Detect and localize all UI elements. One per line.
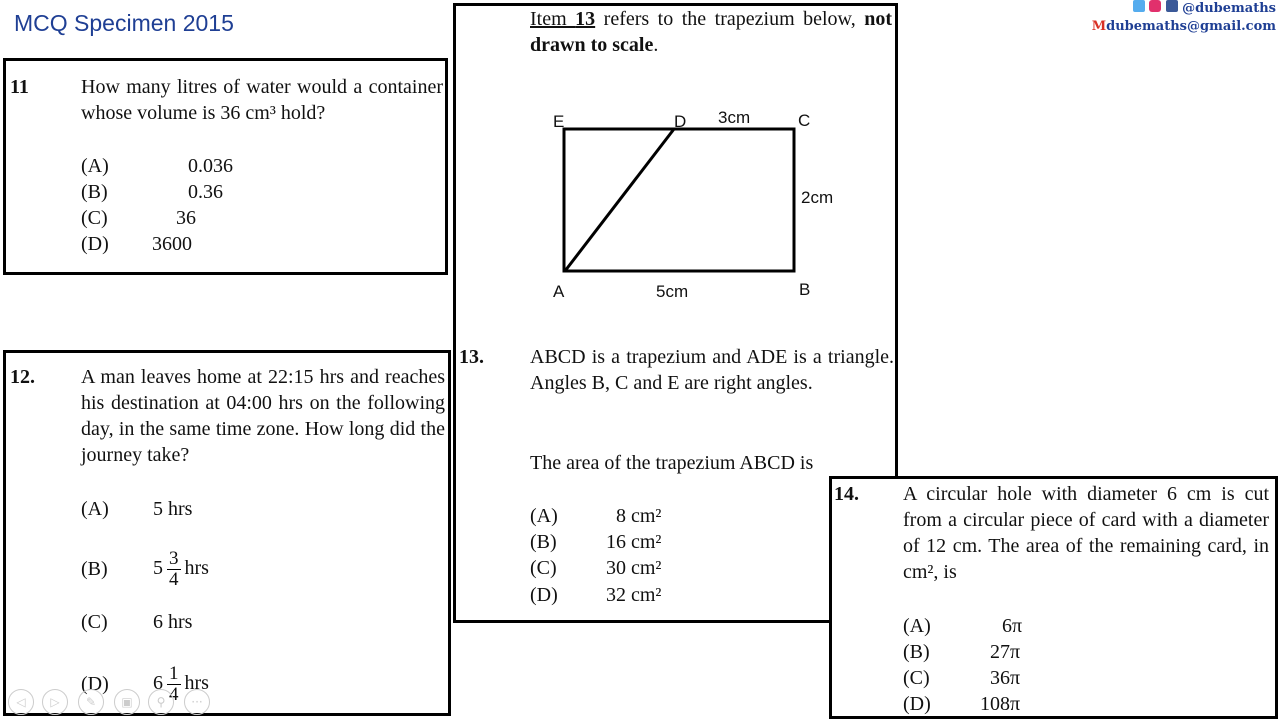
- option-c-label: (C): [81, 611, 108, 633]
- label-e: E: [553, 112, 565, 131]
- unit: hrs: [168, 498, 193, 520]
- rectangle-ebce: [564, 129, 794, 271]
- question-text: A circular hole with diameter 6 cm is cut from a circular piece of card with a diameter of 12 cm. The area of the remaining card, in cm², is: [903, 483, 1269, 583]
- question-text: A man leaves home at 22:15 hrs and reaches his destination at 04:00 hrs on the following day, in the same time zone. How long did the journey take?: [81, 366, 445, 466]
- option-d[interactable]: 3600: [152, 233, 192, 255]
- whole: 5: [153, 557, 163, 579]
- denominator: 4: [169, 683, 179, 705]
- label-a: A: [553, 282, 565, 301]
- option-a-label: (A): [530, 505, 558, 527]
- slides-view-icon[interactable]: ▣: [114, 689, 140, 715]
- question-12-box: [3, 350, 451, 716]
- page-title: MCQ Specimen 2015: [14, 10, 234, 36]
- option-c[interactable]: 30 cm²: [606, 557, 662, 579]
- option-b-label: (B): [903, 641, 930, 663]
- zoom-icon[interactable]: ⚲: [148, 689, 174, 715]
- option-a[interactable]: 6π: [1002, 615, 1023, 637]
- previous-slide-button[interactable]: ◁: [8, 689, 34, 715]
- label-cb-length: 2cm: [801, 188, 834, 207]
- intro-period: .: [653, 34, 659, 56]
- next-slide-button[interactable]: ▷: [42, 689, 68, 715]
- instagram-icon: [1149, 0, 1161, 12]
- option-b-label: (B): [81, 558, 108, 580]
- intro-text: Item: [530, 8, 576, 30]
- question-number: 13.: [459, 346, 484, 368]
- question-number: 11: [10, 76, 29, 98]
- numerator: 1: [169, 662, 179, 684]
- social-email: dubemaths@gmail.com: [1106, 19, 1276, 34]
- option-c-label: (C): [81, 207, 108, 229]
- label-ab-length: 5cm: [656, 282, 689, 301]
- option-c[interactable]: [153, 609, 192, 635]
- option-d-label: (D): [81, 233, 109, 255]
- option-b[interactable]: [153, 541, 209, 595]
- numerator: 3: [169, 547, 179, 569]
- twitter-icon: [1133, 0, 1145, 12]
- unit: hrs: [168, 611, 193, 633]
- option-d[interactable]: 108π: [980, 693, 1021, 715]
- fraction: [167, 549, 181, 590]
- social-block: [1092, 0, 1276, 36]
- option-d-label: (D): [903, 693, 931, 715]
- whole: 6: [153, 672, 163, 694]
- label-c: C: [798, 111, 811, 130]
- option-d[interactable]: 32 cm²: [606, 584, 662, 606]
- whole: 5: [153, 498, 163, 520]
- whole: 6: [153, 611, 163, 633]
- unit: hrs: [184, 557, 209, 579]
- unit: hrs: [184, 672, 209, 694]
- label-b: B: [799, 280, 811, 299]
- label-d: D: [674, 112, 687, 131]
- option-a[interactable]: [153, 496, 192, 522]
- denominator: 4: [169, 568, 179, 590]
- option-b[interactable]: 16 cm²: [606, 531, 662, 553]
- option-c[interactable]: 36: [176, 207, 196, 229]
- option-b[interactable]: 27π: [990, 641, 1021, 663]
- option-d-label: (D): [81, 673, 109, 695]
- option-b-label: (B): [81, 181, 108, 203]
- option-a-label: (A): [81, 498, 109, 520]
- social-handle: @dubemaths: [1182, 1, 1276, 16]
- intro-text: refers to the trapezium below,: [595, 8, 865, 30]
- option-d-label: (D): [530, 584, 558, 606]
- pen-tool-icon[interactable]: ✎: [78, 689, 104, 715]
- trapezium-diagram: [456, 6, 896, 306]
- option-c[interactable]: 36π: [990, 667, 1021, 689]
- question-11-box: [3, 58, 448, 275]
- option-c-label: (C): [903, 667, 930, 689]
- option-c-label: (C): [530, 557, 557, 579]
- option-a[interactable]: 0.036: [188, 155, 233, 177]
- question-number: 14.: [834, 483, 859, 505]
- intro-bold: not drawn to scale: [530, 8, 892, 56]
- option-b[interactable]: 0.36: [188, 181, 223, 203]
- intro-item-number: 13: [575, 8, 596, 30]
- question-prompt: The area of the trapezium ABCD is: [530, 452, 814, 474]
- more-options-icon[interactable]: ···: [184, 689, 210, 715]
- question-text: How many litres of water would a container whose volume is 36 cm³ hold?: [81, 76, 443, 124]
- question-text: ABCD is a trapezium and ADE is a triangle. Angles B, C and E are right angles.: [530, 346, 894, 394]
- option-b-label: (B): [530, 531, 557, 553]
- gmail-icon: M: [1091, 19, 1107, 34]
- option-a[interactable]: 8 cm²: [616, 505, 662, 527]
- option-a-label: (A): [903, 615, 931, 637]
- question-14-box: [829, 476, 1278, 719]
- label-dc-length: 3cm: [718, 108, 751, 127]
- line-ad: [565, 129, 674, 271]
- question-number: 12.: [10, 366, 35, 388]
- facebook-icon: [1166, 0, 1178, 12]
- option-a-label: (A): [81, 155, 109, 177]
